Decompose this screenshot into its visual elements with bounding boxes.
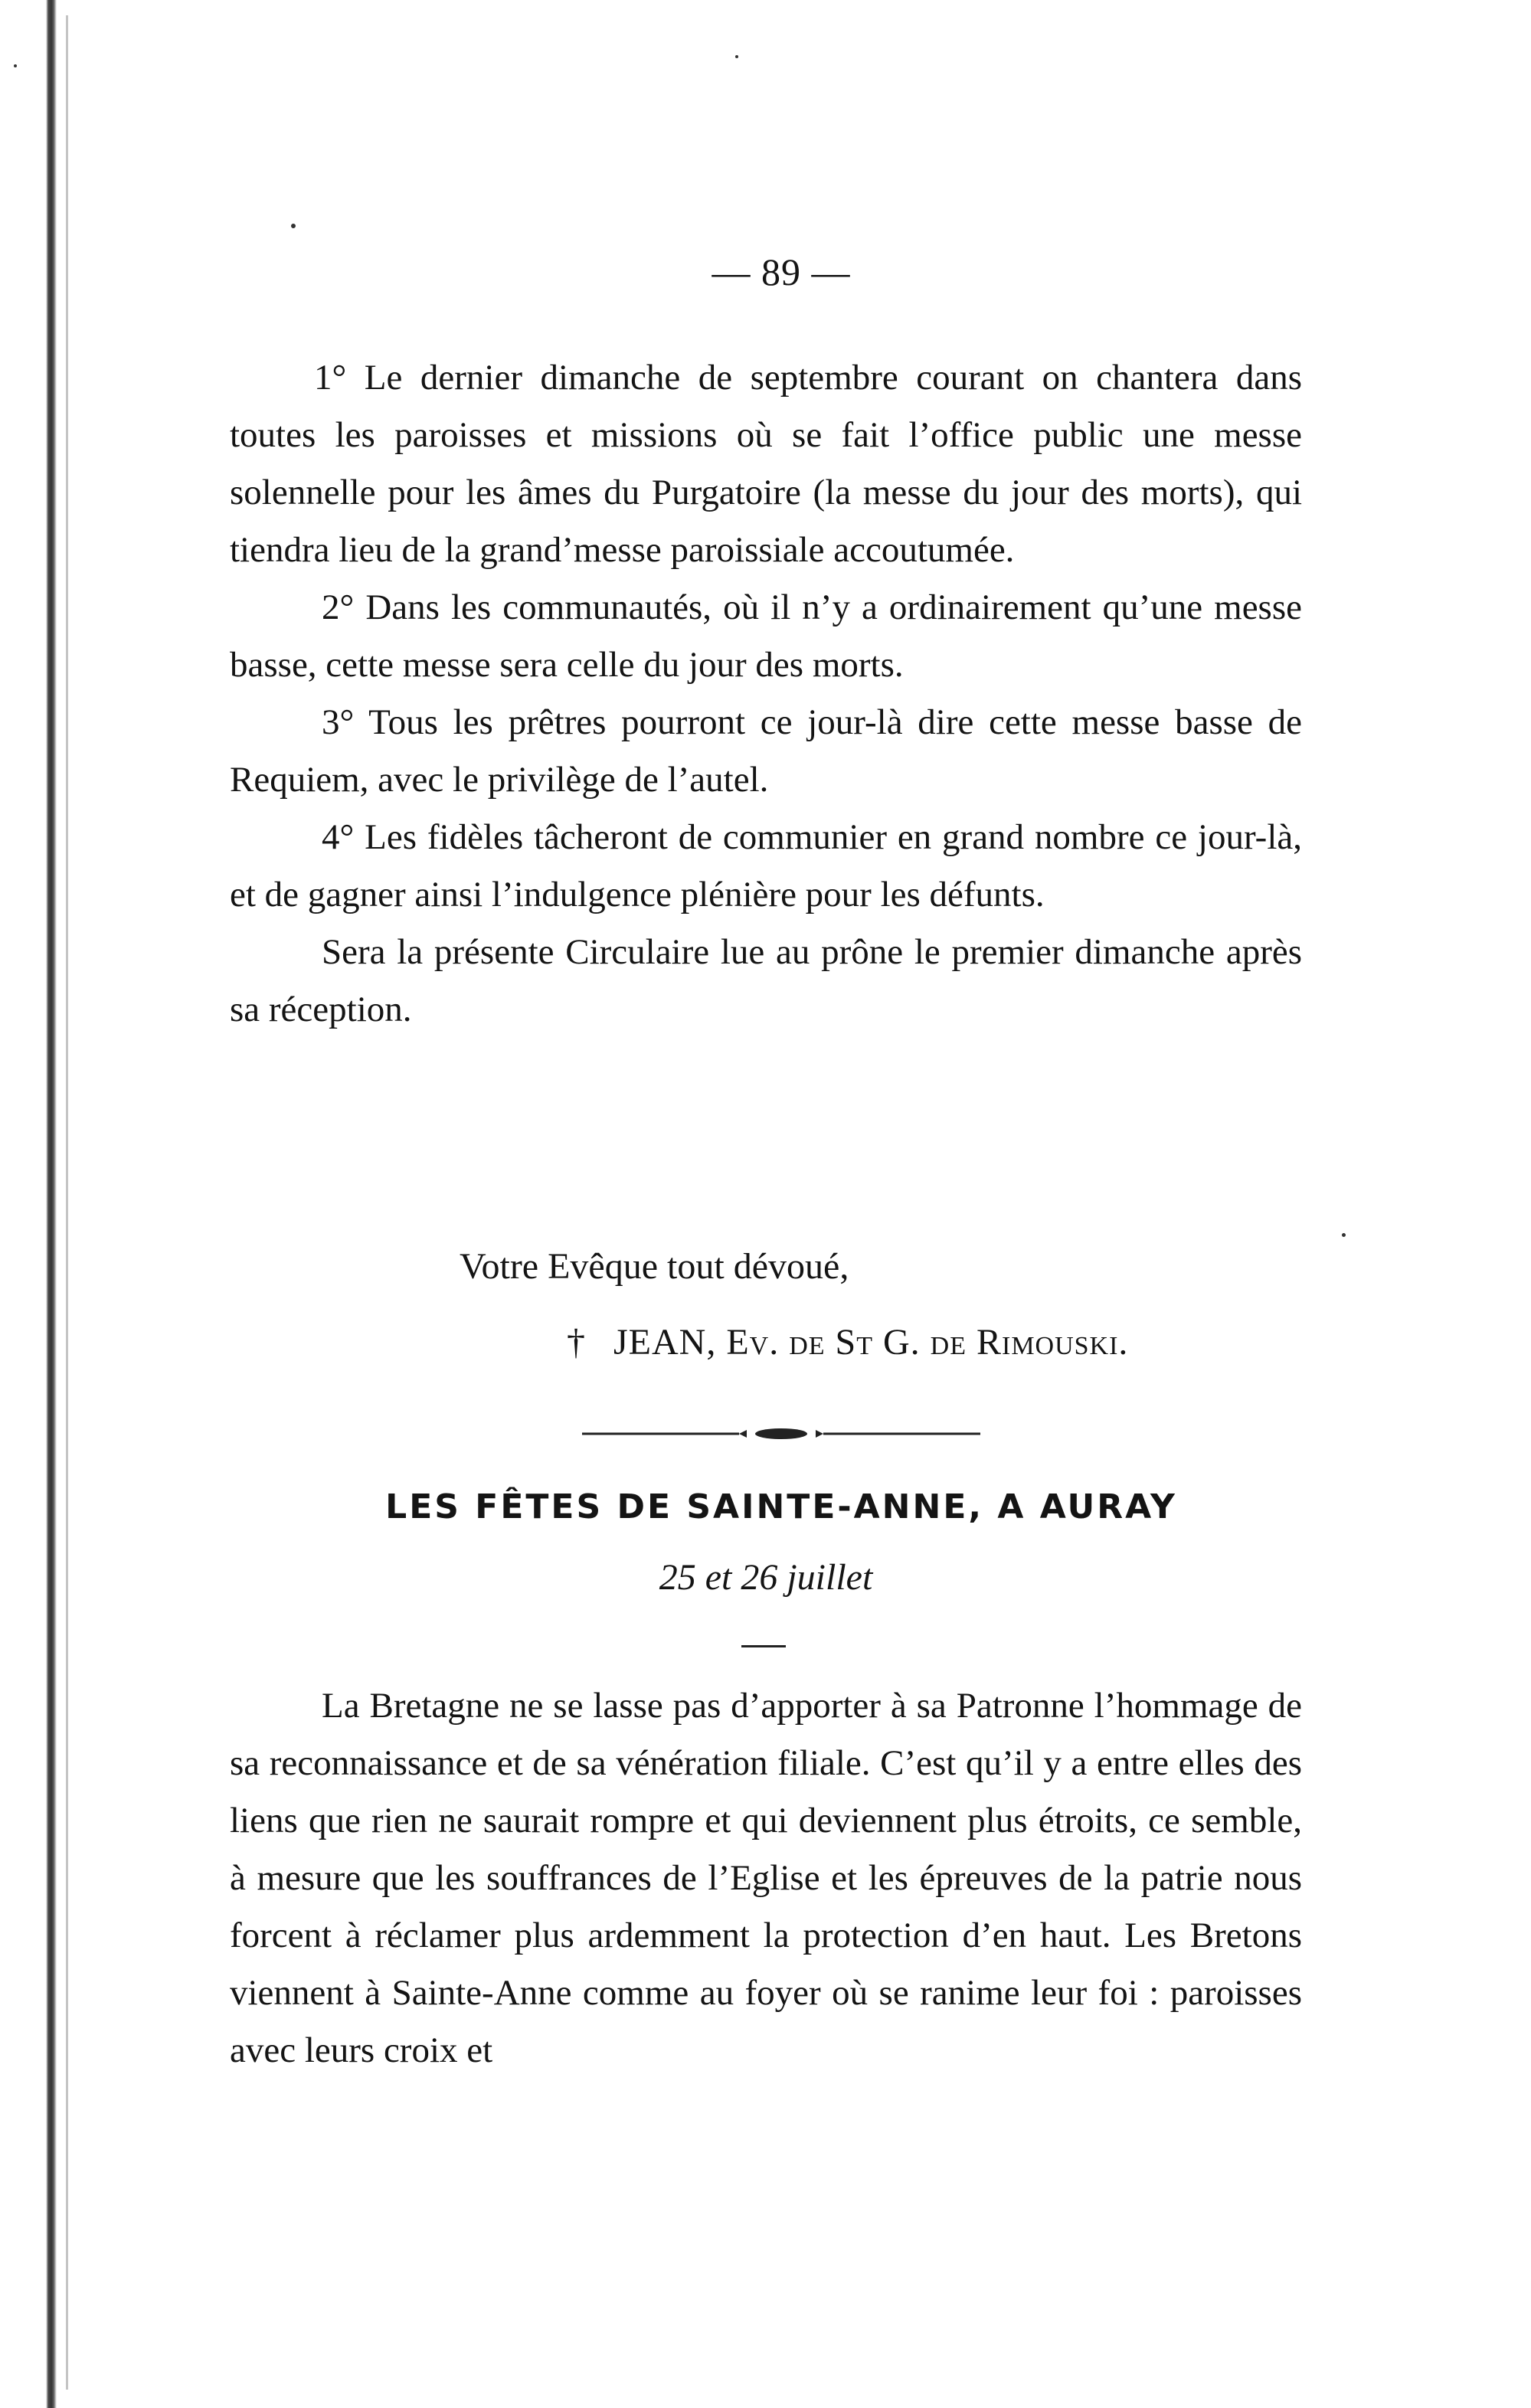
ornament-center bbox=[755, 1428, 807, 1439]
signature-line bbox=[567, 1321, 1128, 1363]
print-speck bbox=[1342, 1233, 1346, 1237]
circular-body bbox=[230, 349, 1302, 1039]
paragraph-item-3: 3° Tous les prêtres pourront ce jour-là dire cette messe basse de Requiem, avec le privilège de l’autel. bbox=[230, 702, 1302, 800]
binding-edge bbox=[46, 0, 57, 2408]
binding-shadow bbox=[66, 15, 68, 2390]
short-rule bbox=[741, 1645, 786, 1647]
ornament-divider bbox=[582, 1426, 980, 1441]
ornament-arrow-left bbox=[739, 1430, 747, 1438]
print-speck bbox=[291, 224, 296, 228]
ornament-arrow-right bbox=[816, 1430, 823, 1438]
paragraph-item-2: 2° Dans les communautés, où il n’y a ordinairement qu’une messe basse, cette messe sera celle du jour des morts. bbox=[230, 587, 1302, 685]
article-body bbox=[230, 1677, 1302, 2079]
print-speck bbox=[14, 64, 17, 67]
article-subtitle: 25 et 26 juillet bbox=[659, 1557, 873, 1598]
print-speck bbox=[735, 55, 738, 58]
paragraph-closing: Sera la présente Circulaire lue au prône le premier dimanche après sa réception. bbox=[230, 932, 1302, 1029]
paragraph-item-4: 4° Les fidèles tâcheront de communier en grand nombre ce jour-là, et de gagner ainsi l’indulgence plénière pour les défunts. bbox=[230, 817, 1302, 914]
page-number: — 89 — bbox=[712, 250, 851, 293]
signoff-line: Votre Evêque tout dévoué, bbox=[460, 1246, 849, 1287]
article-paragraph: La Bretagne ne se lasse pas d’apporter à sa Patronne l’hommage de sa reconnaissance et de sa vénération filiale. C’est qu’il y a entre elles des liens que rien ne saurait rompre et qui deviennent plus étroits, ce semble, à mesure que les souffrances de l’Eglise et les épreuves de la patrie nous forcent à réclamer plus ardemment la protection d’en haut. Les Bretons viennent à Sainte-Anne comme au foyer où se ranime leur foi : paroisses avec leurs croix et bbox=[230, 1686, 1302, 2070]
cross-icon: † bbox=[567, 1322, 586, 1363]
article-title: LES FÊTES DE SAINTE-ANNE, A AURAY bbox=[385, 1487, 1177, 1526]
signature-text: JEAN, Ev. de St G. de Rimouski. bbox=[613, 1322, 1129, 1363]
paragraph-item-1: 1° Le dernier dimanche de septembre courant on chantera dans toutes les paroisses et missions où se fait l’office public une messe solennelle pour les âmes du Purgatoire (la messe du jour des morts), qui tiendra lieu de la grand’messe paroissiale accoutumée. bbox=[230, 358, 1302, 570]
